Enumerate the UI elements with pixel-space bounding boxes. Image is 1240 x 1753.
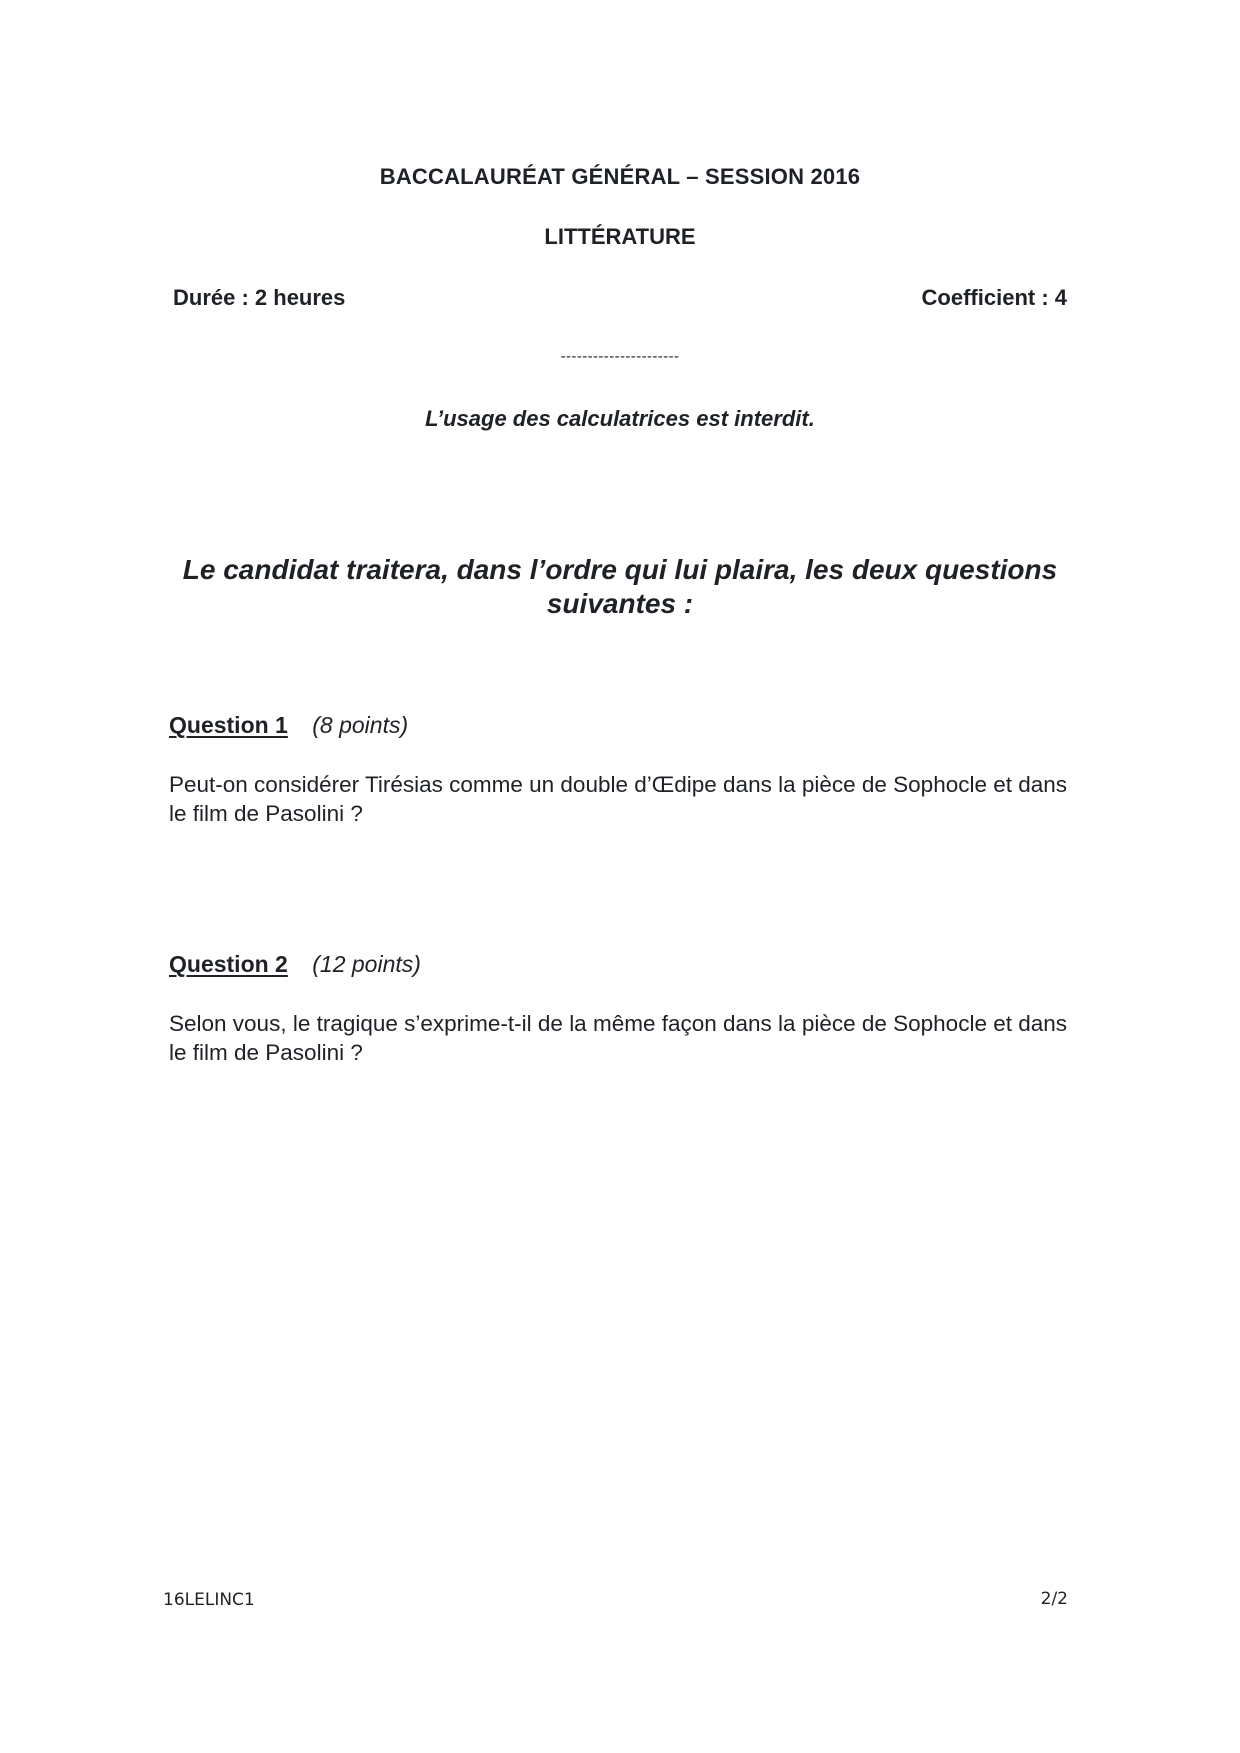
footer-page-number: 2/2 <box>1040 1589 1068 1609</box>
question-2-heading <box>169 951 421 978</box>
question-1-heading <box>169 712 408 739</box>
candidate-instruction: Le candidat traitera, dans l’ordre qui lui plaira, les deux questions suivantes : <box>182 554 1058 619</box>
duration-label: Durée : 2 heures <box>173 285 346 310</box>
question-1-points: (8 points) <box>312 712 409 738</box>
coefficient-label: Coefficient : 4 <box>921 285 1067 310</box>
footer-exam-code: 16LELINC1 <box>163 1590 255 1610</box>
exam-title: BACCALAURÉAT GÉNÉRAL – SESSION 2016 <box>379 164 861 189</box>
calculator-note: L’usage des calculatrices est interdit. <box>425 406 815 431</box>
question-1-text: Peut-on considérer Tirésias comme un double d’Œdipe dans la pièce de Sophocle et dans le film de Pasolini ? <box>169 772 1068 826</box>
question-1-label: Question 1 <box>169 712 288 738</box>
question-2-label: Question 2 <box>169 951 288 977</box>
subject-title: LITTÉRATURE <box>544 224 696 249</box>
question-2-text: Selon vous, le tragique s’exprime-t-il de la même façon dans la pièce de Sophocle et dans le film de Pasolini ? <box>169 1011 1068 1065</box>
question-2-points: (12 points) <box>312 951 421 977</box>
separator-line: ---------------------- <box>560 348 680 365</box>
